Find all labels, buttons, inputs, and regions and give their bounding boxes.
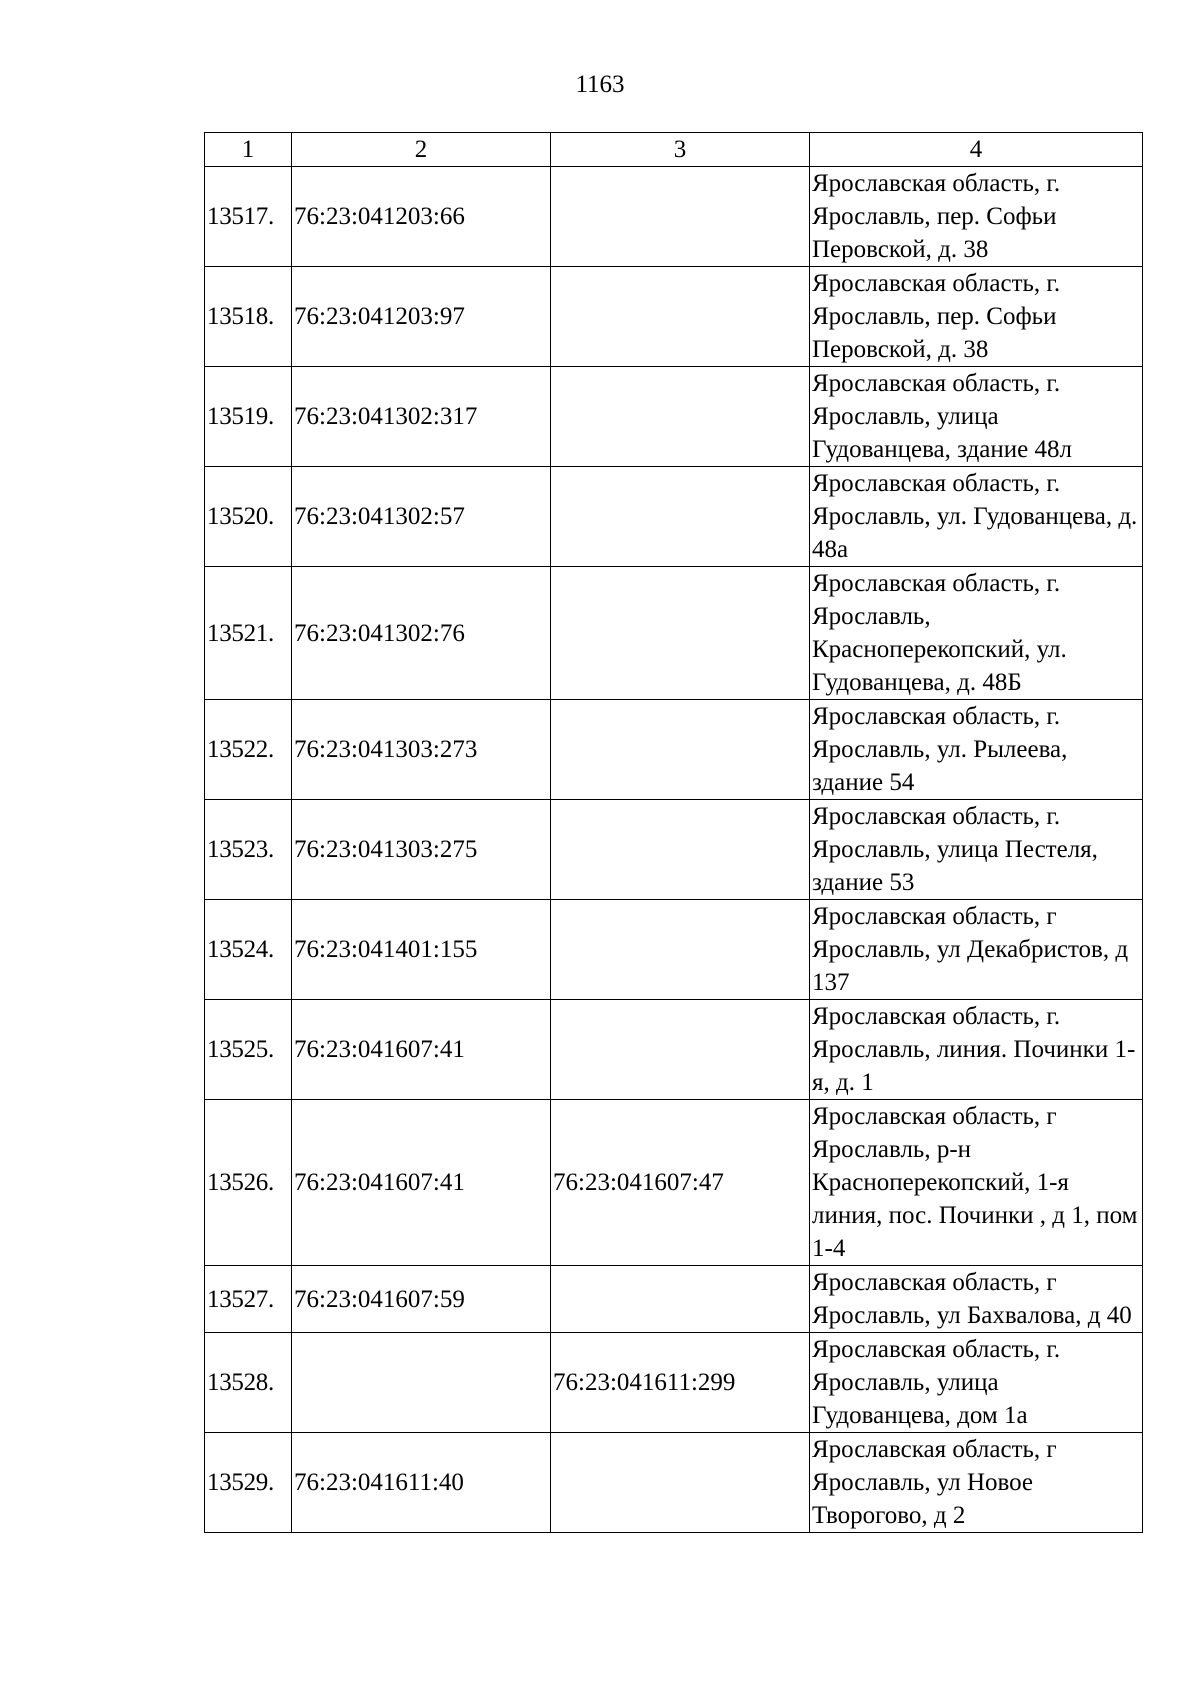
column-header-1: 1: [205, 133, 292, 167]
cadastral-number-secondary: [551, 1266, 810, 1333]
column-header-3: 3: [551, 133, 810, 167]
address-cell: Ярославская область, г. Ярославль, улица Гудованцева, дом 1а: [810, 1333, 1143, 1433]
cadastral-number-secondary: [551, 367, 810, 467]
table-row: [205, 1100, 1143, 1266]
cadastral-number: 76:23:041203:66: [292, 167, 551, 267]
table-row: [205, 467, 1143, 567]
table-row: [205, 900, 1143, 1000]
address-cell: Ярославская область, г Ярославль, ул Новое Творогово, д 2: [810, 1433, 1143, 1533]
address-cell: Ярославская область, г. Ярославль, пер. Софьи Перовской, д. 38: [810, 167, 1143, 267]
table-row: [205, 800, 1143, 900]
cadastral-number-secondary: [551, 467, 810, 567]
cadastral-number: 76:23:041303:273: [292, 700, 551, 800]
cadastral-number-secondary: 76:23:041607:47: [551, 1100, 810, 1266]
column-header-2: 2: [292, 133, 551, 167]
cadastral-number: 76:23:041203:97: [292, 267, 551, 367]
row-number: 13526.: [205, 1100, 292, 1266]
row-number: 13528.: [205, 1333, 292, 1433]
address-cell: Ярославская область, г. Ярославль, улица Пестеля, здание 53: [810, 800, 1143, 900]
table-row: [205, 1333, 1143, 1433]
cadastral-number-secondary: [551, 800, 810, 900]
row-number: 13519.: [205, 367, 292, 467]
cadastral-number-secondary: 76:23:041611:299: [551, 1333, 810, 1433]
cadastral-number: 76:23:041611:40: [292, 1433, 551, 1533]
row-number: 13523.: [205, 800, 292, 900]
row-number: 13521.: [205, 567, 292, 700]
table-row: [205, 567, 1143, 700]
row-number: 13518.: [205, 267, 292, 367]
table-row: [205, 700, 1143, 800]
column-header-4: 4: [810, 133, 1143, 167]
row-number: 13527.: [205, 1266, 292, 1333]
address-cell: Ярославская область, г Ярославль, ул Бахвалова, д 40: [810, 1266, 1143, 1333]
cadastral-number-secondary: [551, 267, 810, 367]
table-row: [205, 1433, 1143, 1533]
table-row: [205, 367, 1143, 467]
cadastral-number: 76:23:041302:317: [292, 367, 551, 467]
cadastral-number: 76:23:041607:41: [292, 1000, 551, 1100]
cadastral-number: 76:23:041302:57: [292, 467, 551, 567]
cadastral-number-secondary: [551, 567, 810, 700]
row-number: 13525.: [205, 1000, 292, 1100]
row-number: 13522.: [205, 700, 292, 800]
cadastral-number: 76:23:041302:76: [292, 567, 551, 700]
page-number: 1163: [575, 71, 625, 98]
table-row: [205, 267, 1143, 367]
table-row: [205, 1266, 1143, 1333]
address-cell: Ярославская область, г Ярославль, ул Декабристов, д 137: [810, 900, 1143, 1000]
row-number: 13524.: [205, 900, 292, 1000]
registry-table: [204, 132, 1143, 1533]
cadastral-number-secondary: [551, 700, 810, 800]
cadastral-number-secondary: [551, 1000, 810, 1100]
cadastral-number: 76:23:041607:41: [292, 1100, 551, 1266]
row-number: 13520.: [205, 467, 292, 567]
address-cell: Ярославская область, г. Ярославль, улица Гудованцева, здание 48л: [810, 367, 1143, 467]
cadastral-number: 76:23:041401:155: [292, 900, 551, 1000]
address-cell: Ярославская область, г. Ярославль, пер. Софьи Перовской, д. 38: [810, 267, 1143, 367]
cadastral-number-secondary: [551, 1433, 810, 1533]
address-cell: Ярославская область, г. Ярославль, ул. Гудованцева, д. 48а: [810, 467, 1143, 567]
address-cell: Ярославская область, г. Ярославль, ул. Рылеева, здание 54: [810, 700, 1143, 800]
cadastral-number: 76:23:041607:59: [292, 1266, 551, 1333]
table-row: [205, 167, 1143, 267]
cadastral-number-secondary: [551, 167, 810, 267]
address-cell: Ярославская область, г. Ярославль, Красноперекопский, ул. Гудованцева, д. 48Б: [810, 567, 1143, 700]
cadastral-number: [292, 1333, 551, 1433]
header-row: [205, 133, 1143, 167]
cadastral-number-secondary: [551, 900, 810, 1000]
row-number: 13517.: [205, 167, 292, 267]
table-body: [205, 167, 1143, 1533]
address-cell: Ярославская область, г. Ярославль, линия. Починки 1-я, д. 1: [810, 1000, 1143, 1100]
address-cell: Ярославская область, г Ярославль, р-н Красноперекопский, 1-я линия, пос. Починки , д 1, пом 1-4: [810, 1100, 1143, 1266]
cadastral-number: 76:23:041303:275: [292, 800, 551, 900]
row-number: 13529.: [205, 1433, 292, 1533]
table-row: [205, 1000, 1143, 1100]
